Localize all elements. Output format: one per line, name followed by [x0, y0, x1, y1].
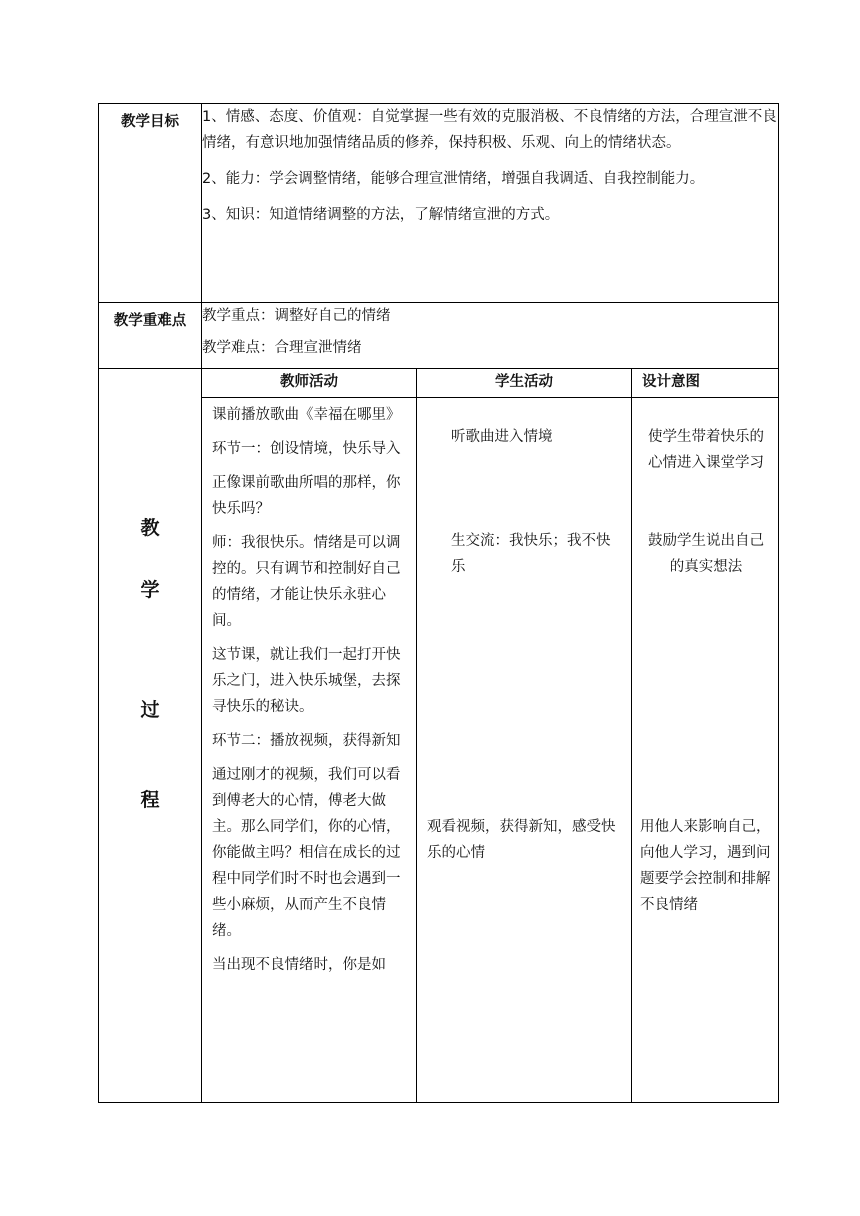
design-intents — [632, 398, 779, 1103]
difficult-point: 教学难点：合理宣泄情绪 — [202, 340, 362, 356]
student-activity: 观看视频，获得新知，感受快乐的心情 — [427, 819, 616, 862]
objectives-label: 教学目标 — [99, 104, 202, 303]
difficulty-row — [99, 303, 779, 369]
design-intent: 使学生带着快乐的心情进入课堂学习 — [648, 429, 764, 472]
lesson-plan-table — [98, 103, 779, 1103]
design-intent: 鼓励学生说出自己的真实想法 — [648, 533, 764, 576]
objectives-content — [202, 104, 779, 303]
teacher-activity: 师：我很快乐。情绪是可以调控的。只有调节和控制好自己的情绪，才能让快乐永驻心间。 — [212, 535, 401, 630]
teacher-activity: 这节课，就让我们一起打开快乐之门，进入快乐城堡，去探寻快乐的秘诀。 — [212, 647, 401, 716]
teacher-activity: 环节一：创设情境，快乐导入 — [212, 441, 401, 458]
process-char-3: 过 — [140, 699, 160, 721]
process-label-cell — [99, 369, 202, 1103]
design-intent: 用他人来影响自己，向他人学习，遇到问题要学会控制和排解不良情绪 — [640, 819, 771, 914]
student-activities — [417, 398, 632, 1103]
key-point: 教学重点：调整好自己的情绪 — [202, 308, 391, 324]
teacher-activity: 课前播放歌曲《幸福在哪里》 — [212, 407, 401, 424]
process-header-row — [99, 369, 779, 398]
difficulty-label: 教学重难点 — [99, 303, 202, 369]
process-char-2: 学 — [140, 579, 160, 601]
teacher-activity: 通过刚才的视频，我们可以看到傅老大的心情，傅老大做主。那么同学们，你的心情，你能做主吗？相信在成长的过程中同学们时不时也会遇到一些小麻烦，从而产生不良情绪。 — [212, 767, 401, 940]
objectives-row — [99, 104, 779, 303]
process-char-4: 程 — [140, 789, 160, 811]
teacher-activities — [202, 398, 417, 1103]
objective-3: 3、知识：知道情绪调整的方法，了解情绪宣泄的方式。 — [202, 207, 560, 223]
student-activity: 听歌曲进入情境 — [451, 429, 553, 446]
teacher-activity: 当出现不良情绪时，你是如 — [212, 957, 386, 974]
header-design: 设计意图 — [632, 369, 779, 398]
header-teacher: 教师活动 — [202, 369, 417, 398]
process-char-1: 教 — [140, 517, 160, 539]
header-student: 学生活动 — [417, 369, 632, 398]
objective-2: 2、能力：学会调整情绪，能够合理宣泄情绪，增强自我调适、自我控制能力。 — [202, 171, 705, 187]
difficulty-content — [202, 303, 779, 369]
teacher-activity: 正像课前歌曲所唱的那样，你快乐吗？ — [212, 475, 401, 518]
objective-1: 1、情感、态度、价值观：自觉掌握一些有效的克服消极、不良情绪的方法，合理宣泄不良情绪，有意识地加强情绪品质的修养，保持积极、乐观、向上的情绪状态。 — [202, 109, 777, 151]
teacher-activity: 环节二：播放视频，获得新知 — [212, 733, 401, 750]
student-activity: 生交流：我快乐；我不快乐 — [451, 533, 611, 576]
